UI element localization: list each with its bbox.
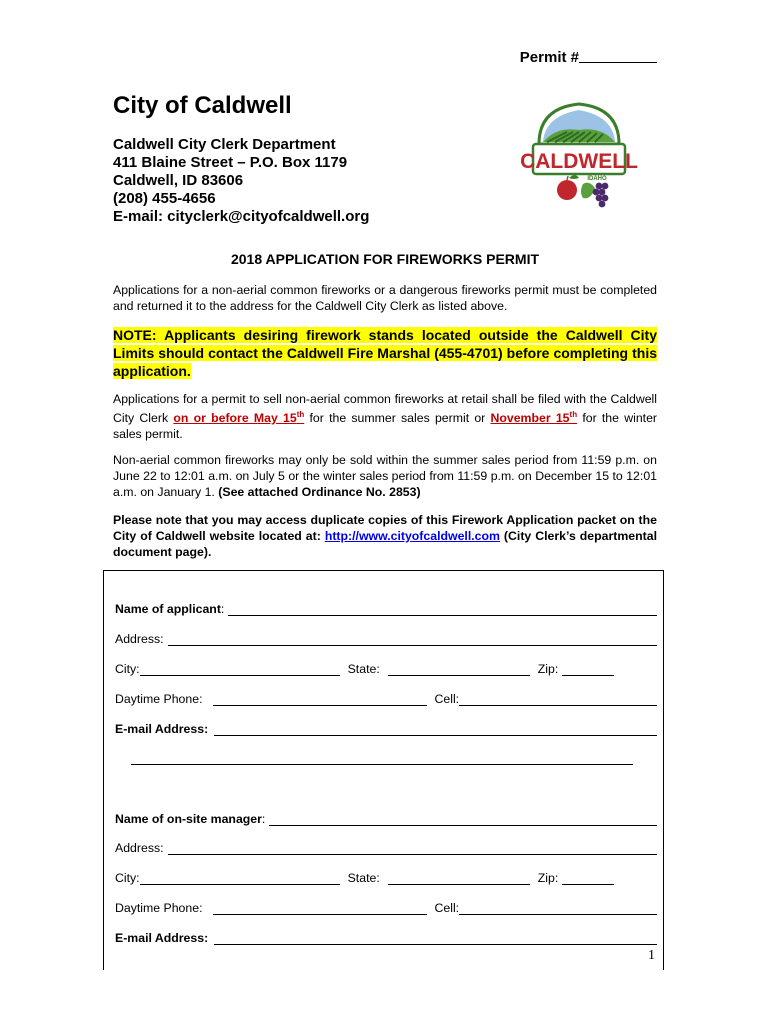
summer-deadline: on or before May 15th [173,410,305,426]
winter-deadline: November 15th [490,410,578,426]
intro-paragraph: Applications for a non-aerial common fireworks or a dangerous fireworks permit must be completed and returned it to the address for the Caldwell City Clerk as listed above. [113,283,657,313]
email-address: E-mail: cityclerk@cityofcaldwell.org [113,208,370,225]
department-name: Caldwell City Clerk Department [113,136,336,153]
applicant-cell-field[interactable] [459,693,657,706]
sales-period-text: Non-aerial common fireworks may only be sold within the summer sales period from 11:59 p.m. on June 22 to 12:01 a.m. on July 5 or the winter sales period from 11:59 p.m. on December 15 to 12:01 a.m. on January 1. [113,453,657,499]
applicant-phone-field[interactable] [213,693,427,706]
filing-text-a: Applications for a permit to sell non-aerial common fireworks at retail shall be filed with the Caldwell City Clerk [113,392,657,426]
note-text: NOTE: Applicants desiring firework stands located outside the Caldwell City Limits should contact the Caldwell Fire Marshal (455-4701) before completing this application. [113,327,657,379]
applicant-phone-label: Daytime Phone: [115,692,203,706]
manager-address-label: Address: [115,841,164,855]
manager-email-row [115,929,657,945]
street-address: 411 Blaine Street – P.O. Box 1179 [113,154,348,171]
applicant-zip-field[interactable] [562,663,614,676]
applicant-address-field[interactable] [168,633,657,646]
manager-phone-row [115,899,657,915]
logo-state: IDAHO [587,176,607,182]
applicant-name-field[interactable] [228,603,657,616]
manager-cell-label: Cell: [434,901,460,915]
manager-email-field[interactable] [214,932,657,945]
manager-city-field[interactable] [140,872,340,885]
manager-email-label: E-mail Address: [115,931,209,945]
filing-text-b: for the summer sales permit or [304,411,491,426]
city-state-zip: Caldwell, ID 83606 [113,172,244,189]
applicant-name-row: Name of applicant : [115,600,657,616]
filing-deadline-paragraph [113,391,657,442]
permit-blank[interactable] [579,48,657,63]
manager-phone-field[interactable] [213,902,427,915]
applicant-cell-label: Cell: [434,692,460,706]
applicant-email-field[interactable] [214,723,657,736]
manager-zip-label: Zip: [537,871,559,885]
manager-state-label: State: [347,871,380,885]
ordinance-reference: (See attached Ordinance No. 2853) [218,485,421,499]
filing-text-c: for the winter sales permit. [113,411,658,442]
applicant-email-label: E-mail Address: [115,722,209,736]
applicant-address-label: Address: [115,632,164,646]
manager-address-field[interactable] [168,842,657,855]
city-title: City of Caldwell [113,92,292,119]
applicant-zip-label: Zip: [537,662,559,676]
applicant-city-row [115,660,657,676]
manager-city-row [115,869,657,885]
manager-name-label: Name of on-site manager [115,812,262,826]
website-text-a: Please note that you may access duplicate copies of this Firework Application packet on the City of Caldwell website located at: [113,513,657,543]
contact-block [113,136,369,226]
permit-number-field[interactable] [520,48,657,66]
manager-name-row: Name of on-site manager : [115,810,657,826]
applicant-name-label: Name of applicant [115,602,221,616]
applicant-extra-line[interactable] [131,764,633,765]
applicant-state-field[interactable] [388,663,530,676]
manager-name-field[interactable] [269,813,657,826]
page-number: 1 [648,948,655,963]
logo-word: CALDWELL [520,150,638,173]
note-paragraph [113,326,657,380]
website-text-b: (City Clerk’s departmental document page). [113,529,658,559]
application-heading: 2018 APPLICATION FOR FIREWORKS PERMIT [230,251,540,267]
applicant-email-row [115,720,657,736]
manager-phone-label: Daytime Phone: [115,901,203,915]
applicant-address-row [115,630,657,646]
manager-cell-field[interactable] [459,902,657,915]
manager-address-row [115,839,657,855]
sales-period-paragraph [113,452,657,500]
website-paragraph [113,512,657,560]
caldwell-logo [520,96,638,214]
permit-label: Permit # [519,49,579,66]
manager-state-field[interactable] [388,872,530,885]
applicant-state-label: State: [347,662,380,676]
website-link[interactable]: http://www.cityofcaldwell.com [324,529,500,543]
applicant-city-field[interactable] [140,663,340,676]
manager-zip-field[interactable] [562,872,614,885]
manager-city-label: City: [115,871,140,885]
applicant-phone-row [115,690,657,706]
phone-number: (208) 455-4656 [113,190,216,207]
applicant-city-label: City: [115,662,140,676]
